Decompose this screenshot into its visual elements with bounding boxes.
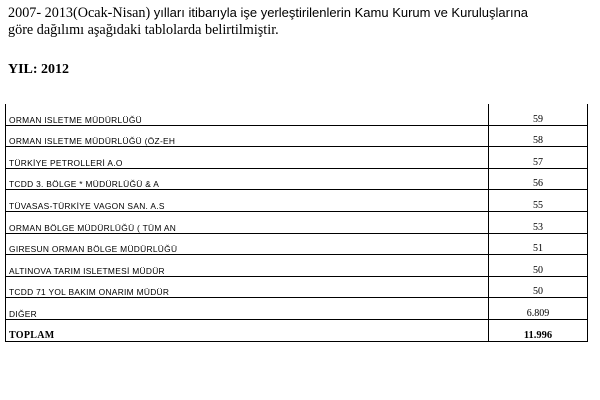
placement-count: 53 bbox=[489, 211, 588, 233]
table-row bbox=[6, 255, 588, 277]
institution-name: TCDD 3. BÖLGE * MÜDÜRLÜĞÜ & A bbox=[6, 168, 489, 190]
table-body bbox=[6, 104, 588, 341]
table-row bbox=[6, 125, 588, 147]
placement-count: 55 bbox=[489, 190, 588, 212]
institution-name: TCDD 71 YOL BAKIM ONARIM MÜDÜR bbox=[6, 276, 489, 298]
intro-paragraph bbox=[8, 4, 592, 39]
distribution-table bbox=[5, 104, 588, 342]
placement-count: 50 bbox=[489, 276, 588, 298]
table-row bbox=[6, 276, 588, 298]
table-row bbox=[6, 168, 588, 190]
placement-count: 51 bbox=[489, 233, 588, 255]
institution-name: DIĞER bbox=[6, 298, 489, 320]
institution-name: ORMAN ISLETME MÜDÜRLÜĞÜ (ÖZ-EH bbox=[6, 125, 489, 147]
intro-text-line2: göre dağılımı aşağıdaki tablolarda belirtilmiştir. bbox=[8, 22, 279, 38]
table-row bbox=[6, 233, 588, 255]
table-row bbox=[6, 211, 588, 233]
total-label: TOPLAM bbox=[6, 319, 489, 341]
table-row bbox=[6, 298, 588, 320]
table-row bbox=[6, 147, 588, 169]
total-row bbox=[6, 319, 588, 341]
placement-count: 56 bbox=[489, 168, 588, 190]
institution-name: ORMAN BÖLGE MÜDÜRLÜĞÜ ( TÜM AN bbox=[6, 211, 489, 233]
placement-count: 58 bbox=[489, 125, 588, 147]
placement-count: 59 bbox=[489, 104, 588, 125]
year-heading: YIL: 2012 bbox=[8, 62, 70, 77]
institution-name: ORMAN ISLETME MÜDÜRLÜĞÜ bbox=[6, 104, 489, 125]
institution-name: TÜVASAS-TÜRKİYE VAGON SAN. A.S bbox=[6, 190, 489, 212]
table-row bbox=[6, 104, 588, 125]
intro-text: yılları itibarıyla işe yerleştirilenlerin Kamu Kurum ve Kuruluşlarına bbox=[153, 5, 529, 20]
placement-count: 50 bbox=[489, 255, 588, 277]
table-row bbox=[6, 190, 588, 212]
placement-count: 6.809 bbox=[489, 298, 588, 320]
total-value: 11.996 bbox=[489, 319, 588, 341]
institution-name: ALTINOVA TARIM ISLETMESİ MÜDÜR bbox=[6, 255, 489, 277]
placement-count: 57 bbox=[489, 147, 588, 169]
institution-name: GIRESUN ORMAN BÖLGE MÜDÜRLÜĞÜ bbox=[6, 233, 489, 255]
intro-date-range: 2007- 2013(Ocak-Nisan) bbox=[8, 5, 151, 21]
institution-name: TÜRKİYE PETROLLERİ A.O bbox=[6, 147, 489, 169]
